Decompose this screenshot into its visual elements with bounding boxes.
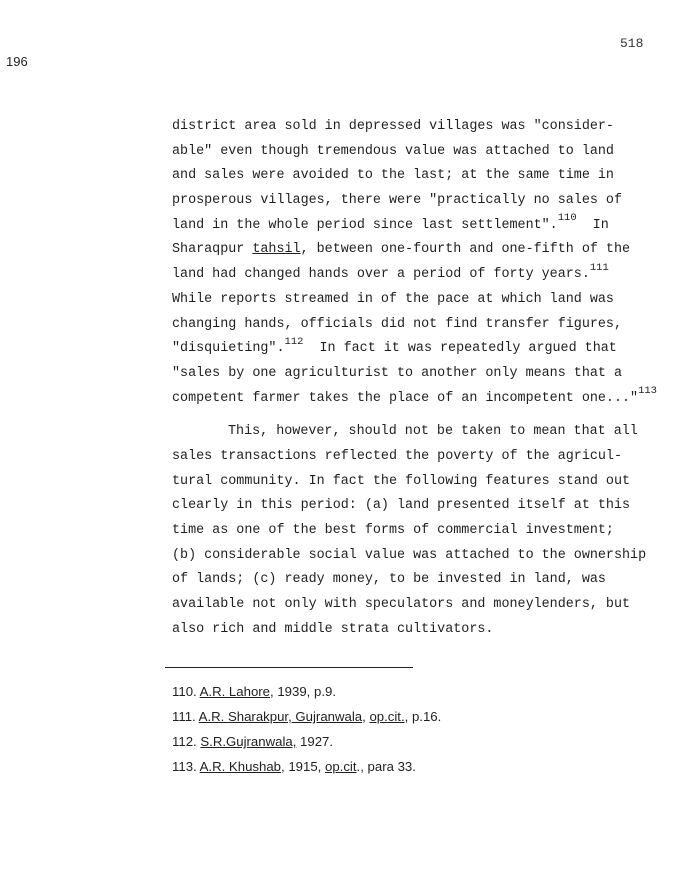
- footnote-number: 110.: [172, 684, 197, 699]
- text-line: [172, 238, 672, 263]
- footnote-number: 111.: [172, 709, 196, 724]
- line-text: , between one-fourth and one-fifth of the: [300, 242, 631, 258]
- footnote-detail: 1927.: [296, 734, 334, 749]
- paragraph-1: [172, 115, 672, 411]
- line-tail: In fact it was repeatedly argued that: [303, 341, 617, 357]
- text-line: and sales were avoided to the last; at the same time in: [172, 168, 614, 184]
- text-line: able" even though tremendous value was attached to land: [172, 143, 614, 159]
- footnote-111: [172, 704, 652, 729]
- footnote-sep: , 1915,: [281, 759, 325, 774]
- footnote-divider: [165, 667, 413, 668]
- footnote-112: [172, 729, 652, 754]
- text-line: While reports streamed in of the pace at which land was: [172, 291, 614, 307]
- text-line: [172, 387, 672, 412]
- text-line: time as one of the best forms of commercial investment;: [172, 523, 614, 538]
- underlined-term: tahsil: [252, 242, 301, 258]
- footnote-number: 113.: [172, 759, 197, 774]
- footnote-opcit: op.cit: [325, 759, 357, 774]
- footnote-ref-110: 110: [557, 212, 577, 225]
- page-number-left: 196: [6, 54, 28, 69]
- line-text: land had changed hands over a period of forty years.: [172, 267, 590, 283]
- text-line: changing hands, officials did not find transfer figures,: [172, 316, 622, 332]
- text-line: [172, 263, 672, 288]
- text-line: [172, 337, 672, 362]
- line-text: competent farmer takes the place of an incompetent one...": [172, 390, 639, 406]
- text-line: "sales by one agriculturist to another only means that a: [172, 365, 622, 381]
- footnote-113: [172, 754, 652, 779]
- line-text: "disquieting".: [172, 341, 285, 357]
- footnote-ref-113: 113: [638, 385, 657, 398]
- line-text: land in the whole period since last settlement".: [172, 217, 558, 233]
- text-line: (b) considerable social value was attached to the ownership: [172, 547, 647, 563]
- text-line: sales transactions reflected the poverty of the agricul-: [172, 448, 622, 464]
- text-line: This, however, should not be taken to mean that all: [228, 424, 638, 440]
- text-line: available not only with speculators and moneylenders, but: [172, 597, 631, 613]
- footnote-ref-111: 111: [589, 261, 609, 274]
- footnote-number: 112.: [172, 734, 197, 749]
- footnote-opcit: op.cit.: [369, 709, 405, 724]
- footnote-detail: , 1939, p.9.: [270, 684, 336, 699]
- footnote-110: [172, 679, 652, 704]
- footnote-source: A.R. Lahore: [199, 684, 270, 699]
- footnote-source: A.R. Khushab: [199, 759, 281, 774]
- page-number-right: 518: [620, 36, 644, 51]
- text-line: district area sold in depressed villages was "consider-: [172, 119, 614, 134]
- footnote-detail: , p.16.: [404, 709, 442, 724]
- text-line: prosperous villages, there were "practically no sales of: [172, 193, 622, 209]
- footnote-detail: ., para 33.: [356, 759, 416, 774]
- footnote-sep: ,: [362, 709, 370, 724]
- footnote-source: S.R.Gujranwala,: [200, 734, 297, 749]
- text-line: of lands; (c) ready money, to be invested in land, was: [172, 572, 606, 588]
- text-line: tural community. In fact the following features stand out: [172, 473, 631, 489]
- footnotes: [172, 679, 652, 779]
- line-tail: In: [576, 217, 609, 233]
- text-line: clearly in this period: (a) land presented itself at this: [172, 498, 631, 514]
- paragraph-2: [172, 420, 672, 642]
- footnote-source: A.R. Sharakpur, Gujranwala: [198, 709, 363, 724]
- text-line: also rich and middle strata cultivators.: [172, 621, 494, 637]
- body-text: [172, 115, 672, 642]
- footnote-ref-112: 112: [284, 335, 304, 348]
- text-line: [172, 214, 672, 239]
- line-prefix: Sharaqpur: [172, 242, 253, 258]
